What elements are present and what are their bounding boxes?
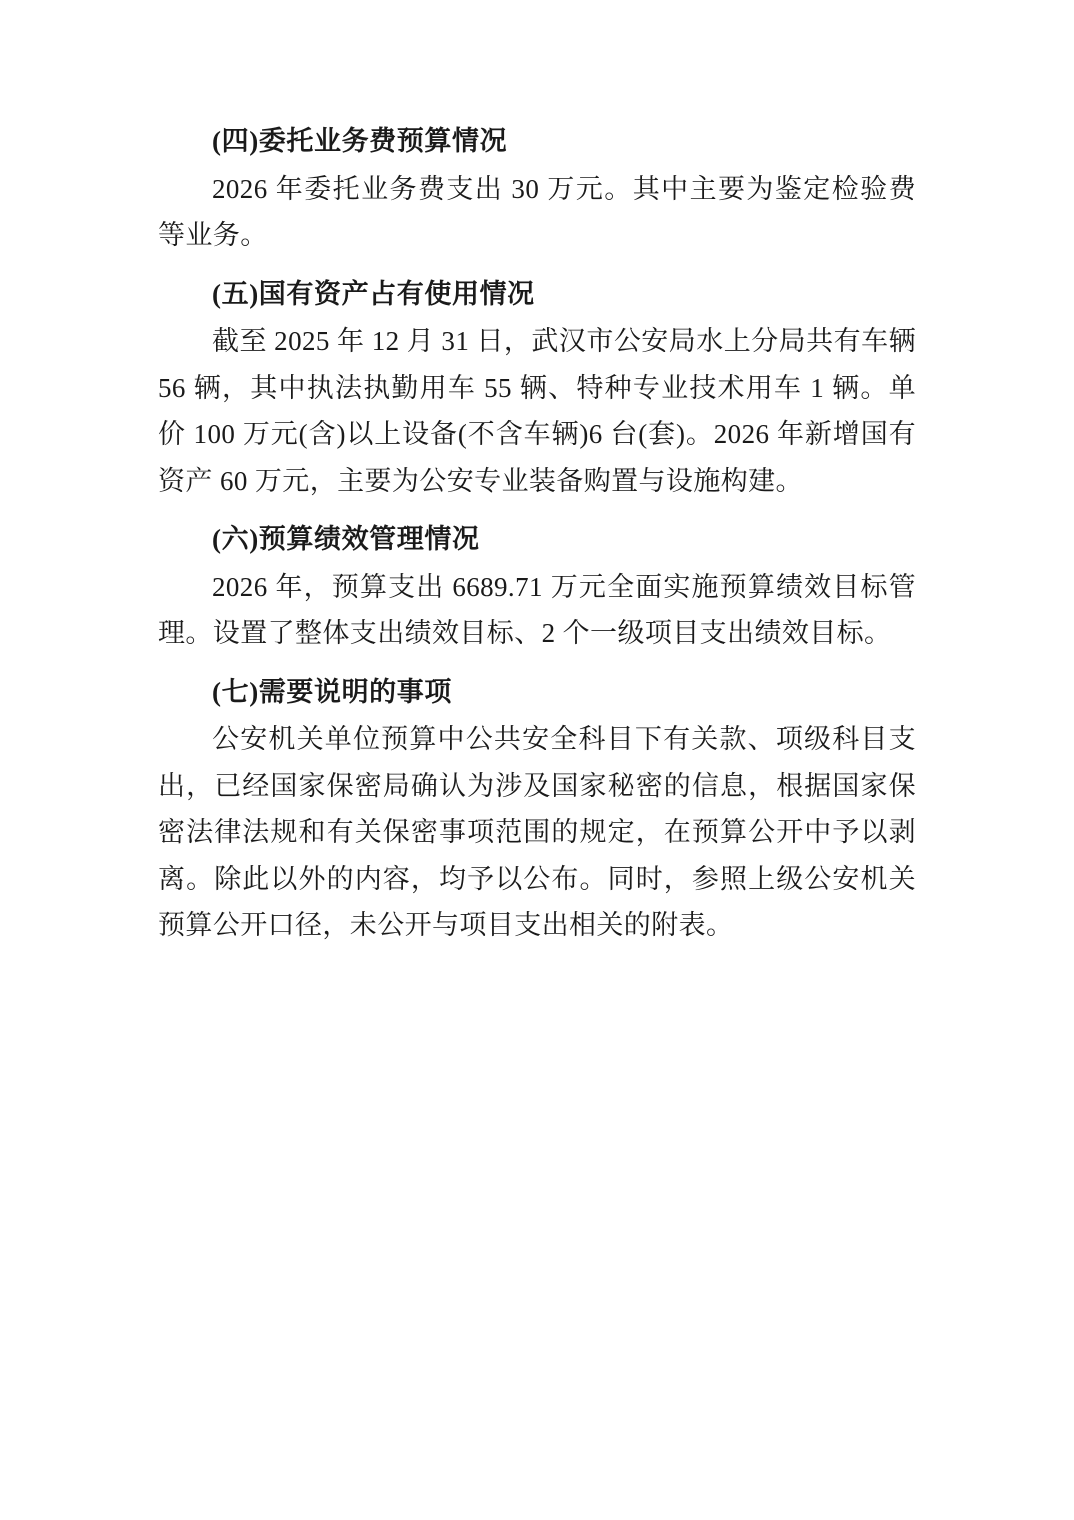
section-block xyxy=(158,273,916,504)
section-block xyxy=(158,518,916,657)
section-block xyxy=(158,120,916,259)
section-paragraph: 2026 年委托业务费支出 30 万元。其中主要为鉴定检验费等业务。 xyxy=(158,173,916,251)
section-paragraph: 公安机关单位预算中公共安全科目下有关款、项级科目支出，已经国家保密局确认为涉及国家秘密的信息，根据国家保密法律法规和有关保密事项范围的规定，在预算公开中予以剥离。除此以外的内容，均予以公布。同时，参照上级公安机关预算公开口径，未公开与项目支出相关的附表。 xyxy=(158,724,916,941)
section-heading: (六)预算绩效管理情况 xyxy=(212,524,480,555)
section-paragraph: 截至 2025 年 12 月 31 日，武汉市公安局水上分局共有车辆 56 辆，其中执法执勤用车 55 辆、特种专业技术用车 1 辆。单价 100 万元(含)以上设备(不含车辆)6 台(套)。2026 年新增国有资产 60 万元，主要为公安专业装备购置与设施构建。 xyxy=(158,326,916,496)
section-block xyxy=(158,671,916,949)
section-heading: (五)国有资产占有使用情况 xyxy=(212,278,535,309)
document-body xyxy=(158,120,916,949)
section-heading: (四)委托业务费预算情况 xyxy=(212,126,508,156)
section-paragraph: 2026 年，预算支出 6689.71 万元全面实施预算绩效目标管理。设置了整体支出绩效目标、2 个一级项目支出绩效目标。 xyxy=(158,571,916,649)
section-heading: (七)需要说明的事项 xyxy=(212,676,452,707)
